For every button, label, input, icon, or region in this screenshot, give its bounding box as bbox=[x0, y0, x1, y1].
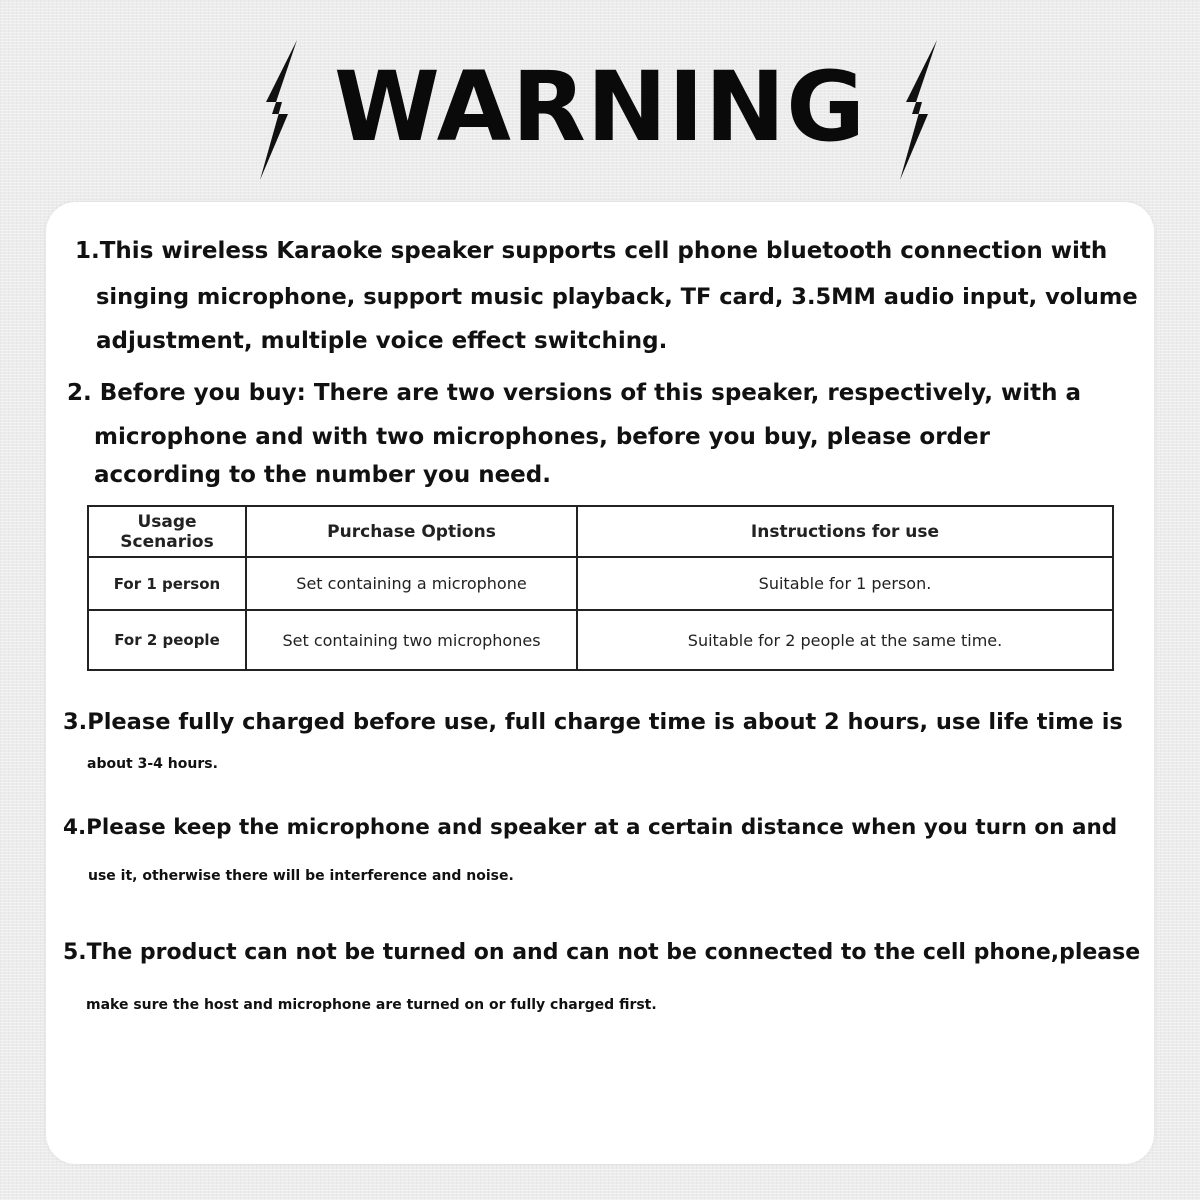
warning-item-1 bbox=[75, 236, 1138, 356]
warning-item-5 bbox=[63, 938, 1140, 1020]
warning-item-3 bbox=[63, 707, 1123, 779]
warning-item-2-line-3: according to the number you need. bbox=[94, 462, 551, 488]
lightning-bolt-icon bbox=[892, 40, 952, 180]
warning-item-1-line-3: adjustment, multiple voice effect switching. bbox=[96, 328, 668, 354]
table-cell: For 1 person bbox=[88, 557, 246, 610]
table-cell: Suitable for 1 person. bbox=[577, 557, 1113, 610]
table-cell: For 2 people bbox=[88, 610, 246, 670]
warning-item-2-line-2: microphone and with two microphones, before you buy, please order bbox=[94, 424, 990, 450]
warning-item-1-line-2: singing microphone, support music playback, TF card, 3.5MM audio input, volume bbox=[96, 284, 1138, 310]
column-header-usage: Usage Scenarios bbox=[88, 506, 246, 557]
table-row bbox=[88, 557, 1113, 610]
warning-item-1-line-1: 1.This wireless Karaoke speaker supports cell phone bluetooth connection with bbox=[75, 238, 1108, 264]
column-header-purchase: Purchase Options bbox=[246, 506, 577, 557]
page-title: WARNING bbox=[334, 51, 866, 163]
warning-item-5-line-2: make sure the host and microphone are turned on or fully charged first. bbox=[86, 997, 657, 1013]
warning-item-2-line-1: 2. Before you buy: There are two versions of this speaker, respectively, with a bbox=[67, 380, 1082, 406]
warning-header bbox=[0, 40, 1200, 180]
table-header-row bbox=[88, 506, 1113, 557]
table-cell: Suitable for 2 people at the same time. bbox=[577, 610, 1113, 670]
warning-item-4 bbox=[63, 813, 1117, 891]
table-cell: Set containing a microphone bbox=[246, 557, 577, 610]
warning-item-4-line-2: use it, otherwise there will be interference and noise. bbox=[88, 868, 514, 884]
warning-item-4-line-1: 4.Please keep the microphone and speaker at a certain distance when you turn on and bbox=[63, 815, 1118, 840]
warning-item-3-line-2: about 3-4 hours. bbox=[87, 756, 218, 772]
purchase-options-table bbox=[87, 505, 1114, 671]
table-row bbox=[88, 610, 1113, 670]
table-cell: Set containing two microphones bbox=[246, 610, 577, 670]
warning-item-5-line-1: 5.The product can not be turned on and can not be connected to the cell phone,please bbox=[63, 940, 1141, 965]
warning-item-3-line-1: 3.Please fully charged before use, full charge time is about 2 hours, use life time is bbox=[63, 709, 1123, 735]
warning-item-2 bbox=[67, 378, 1081, 490]
column-header-instructions: Instructions for use bbox=[577, 506, 1113, 557]
